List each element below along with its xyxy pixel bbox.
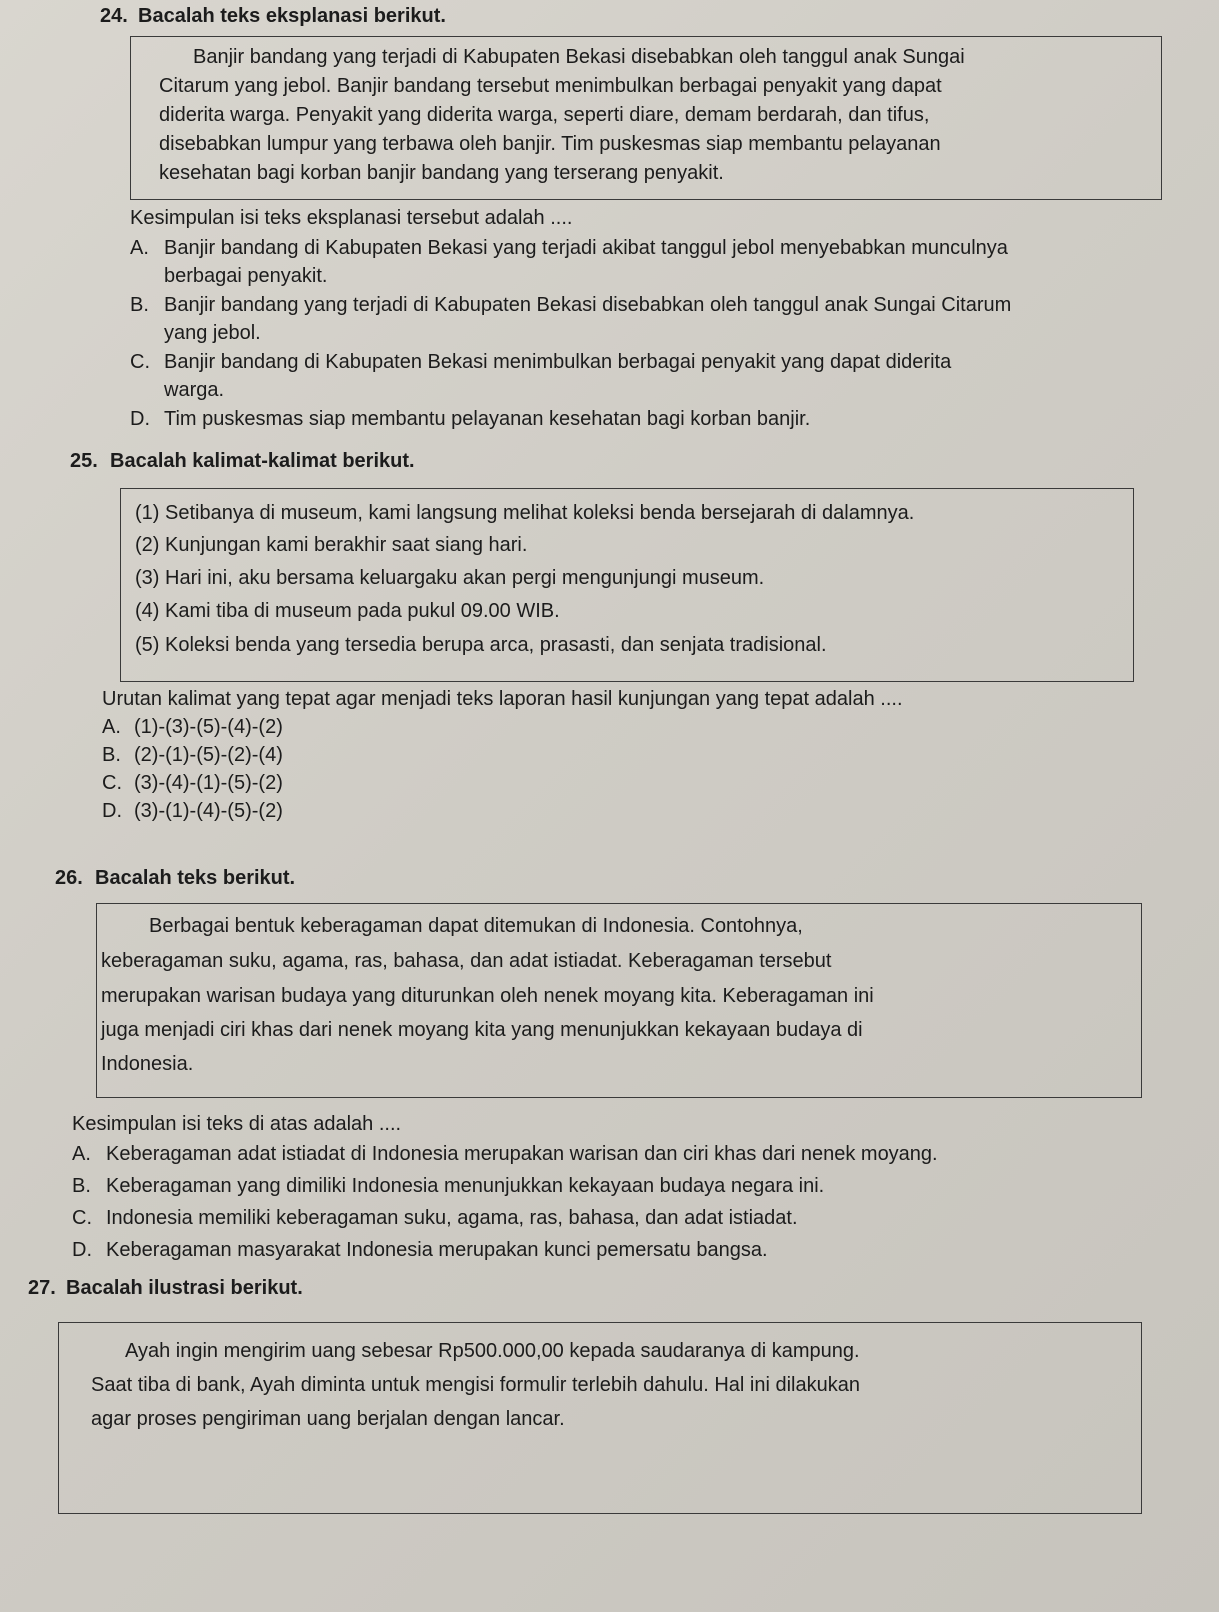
q27-heading: Bacalah ilustrasi berikut. [66,1277,303,1299]
option-label: A. [102,716,121,738]
q26-option-d[interactable] [72,1239,768,1262]
q26-passage-line: Berbagai bentuk keberagaman dapat ditemukan di Indonesia. Contohnya, [149,915,803,937]
option-text: (3)-(1)-(4)-(5)-(2) [134,800,283,822]
option-text-line: berbagai penyakit. [164,265,328,287]
q25-stem: Urutan kalimat yang tepat agar menjadi teks laporan hasil kunjungan yang tepat adalah .... [102,688,903,710]
q27-passage-line: agar proses pengiriman uang berjalan dengan lancar. [91,1408,565,1430]
option-text: (1)-(3)-(5)-(4)-(2) [134,716,283,738]
q24-passage-line: Banjir bandang yang terjadi di Kabupaten Bekasi disebabkan oleh tanggul anak Sungai [193,46,965,68]
q25-sentences-box [120,488,1134,682]
q25-sentence: (2) Kunjungan kami berakhir saat siang hari. [135,534,528,556]
option-label: B. [130,294,149,316]
q24-option-b[interactable] [130,293,1190,345]
q25-option-c[interactable] [102,772,283,795]
option-text: Keberagaman yang dimiliki Indonesia menunjukkan kekayaan budaya negara ini. [106,1175,825,1197]
option-label: D. [102,800,122,822]
q24-heading: Bacalah teks eksplanasi berikut. [138,5,446,27]
q26-passage-line: Indonesia. [101,1053,194,1075]
q26-passage-line: keberagaman suku, agama, ras, bahasa, dan adat istiadat. Keberagaman tersebut [101,950,832,972]
q25-sentence: (4) Kami tiba di museum pada pukul 09.00 WIB. [135,600,560,622]
option-label: D. [72,1239,92,1261]
q25-sentence: (3) Hari ini, aku bersama keluargaku akan pergi mengunjungi museum. [135,567,765,589]
option-text: Keberagaman adat istiadat di Indonesia merupakan warisan dan ciri khas dari nenek moyang. [106,1143,938,1165]
q26-option-a[interactable] [72,1143,938,1166]
option-label: A. [130,237,149,259]
q24-passage-line: Citarum yang jebol. Banjir bandang tersebut menimbulkan berbagai penyakit yang dapat [159,75,942,97]
option-text-line: Banjir bandang di Kabupaten Bekasi menimbulkan berbagai penyakit yang dapat diderita [164,351,952,373]
q26-passage-line: juga menjadi ciri khas dari nenek moyang kita yang menunjukkan kekayaan budaya di [101,1019,863,1041]
q27-passage-line: Ayah ingin mengirim uang sebesar Rp500.000,00 kepada saudaranya di kampung. [125,1340,860,1362]
q26-passage-line: merupakan warisan budaya yang diturunkan oleh nenek moyang kita. Keberagaman ini [101,985,874,1007]
q25-sentence: (1) Setibanya di museum, kami langsung melihat koleksi benda bersejarah di dalamnya. [135,502,915,524]
option-text: (3)-(4)-(1)-(5)-(2) [134,772,283,794]
q27-passage-line: Saat tiba di bank, Ayah diminta untuk mengisi formulir terlebih dahulu. Hal ini dilakukan [91,1374,860,1396]
q27-passage-box [58,1322,1142,1514]
q26-stem: Kesimpulan isi teks di atas adalah .... [72,1113,402,1135]
q24-passage-line: kesehatan bagi korban banjir bandang yang terserang penyakit. [159,162,724,184]
option-text-line: Banjir bandang di Kabupaten Bekasi yang terjadi akibat tanggul jebol menyebabkan munculnya [164,237,1008,259]
q26-heading: Bacalah teks berikut. [95,867,296,889]
option-label: C. [102,772,122,794]
option-text: Indonesia memiliki keberagaman suku, agama, ras, bahasa, dan adat istiadat. [106,1207,798,1229]
q24-stem: Kesimpulan isi teks eksplanasi tersebut adalah .... [130,207,573,229]
q25-option-b[interactable] [102,744,283,767]
option-text: Keberagaman masyarakat Indonesia merupakan kunci pemersatu bangsa. [106,1239,768,1261]
q24-passage-box [130,36,1162,200]
q24-option-c[interactable] [130,350,1190,402]
option-label: D. [130,408,150,430]
option-label: A. [72,1143,91,1165]
q24-passage-line: diderita warga. Penyakit yang diderita warga, seperti diare, demam berdarah, dan tifus, [159,104,930,126]
q26-option-b[interactable] [72,1175,825,1198]
option-text-line: Banjir bandang yang terjadi di Kabupaten Bekasi disebabkan oleh tanggul anak Sungai Citarum [164,294,1012,316]
option-text: (2)-(1)-(5)-(2)-(4) [134,744,283,766]
option-label: C. [130,351,150,373]
q24-option-d[interactable] [130,407,1190,433]
option-label: B. [102,744,121,766]
q25-option-d[interactable] [102,800,283,823]
q24-number: 24. [100,5,128,27]
q27-number: 27. [28,1277,56,1299]
q25-sentence: (5) Koleksi benda yang tersedia berupa arca, prasasti, dan senjata tradisional. [135,634,827,656]
q26-number: 26. [55,867,83,889]
option-text-line: Tim puskesmas siap membantu pelayanan kesehatan bagi korban banjir. [164,408,811,430]
q25-number: 25. [70,450,98,472]
option-text-line: warga. [164,379,225,401]
q26-passage-box [96,903,1142,1098]
q25-heading: Bacalah kalimat-kalimat berikut. [110,450,415,472]
q24-option-a[interactable] [130,236,1190,288]
option-label: C. [72,1207,92,1229]
option-label: B. [72,1175,91,1197]
q24-passage-line: disebabkan lumpur yang terbawa oleh banjir. Tim puskesmas siap membantu pelayanan [159,133,941,155]
option-text-line: yang jebol. [164,322,261,344]
q26-option-c[interactable] [72,1207,798,1230]
q25-option-a[interactable] [102,716,283,739]
